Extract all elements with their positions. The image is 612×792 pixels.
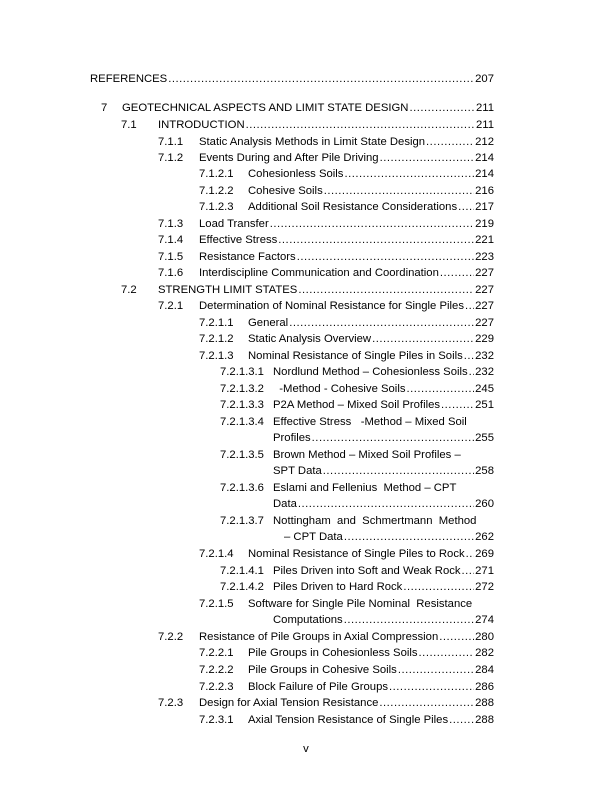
toc-entry-title: Axial Tension Resistance of Single Piles bbox=[248, 714, 449, 726]
toc-entry[interactable] bbox=[158, 266, 494, 280]
toc-entry-page: 280 bbox=[475, 631, 494, 643]
toc-entry-number: 7.2.1.3 bbox=[199, 350, 234, 362]
toc-entry-page: 217 bbox=[475, 201, 494, 213]
toc-entry[interactable] bbox=[199, 184, 494, 198]
dot-leader bbox=[270, 217, 474, 231]
dot-leader bbox=[419, 646, 475, 660]
toc-entry-number: 7.2.1.1 bbox=[199, 317, 234, 329]
toc-entry-title: -Method - Cohesive Soils bbox=[273, 383, 406, 395]
dot-leader bbox=[466, 547, 475, 561]
dot-leader bbox=[298, 283, 474, 297]
toc-entry[interactable] bbox=[158, 250, 494, 264]
toc-entry[interactable] bbox=[199, 597, 494, 611]
toc-entry-number: 7.2.1.3.7 bbox=[220, 515, 264, 527]
toc-entry-page: 271 bbox=[475, 565, 494, 577]
toc-entry-title: Software for Single Pile Nominal Resistance bbox=[248, 598, 473, 610]
toc-entry[interactable] bbox=[220, 382, 494, 396]
toc-entry-page: 274 bbox=[475, 614, 494, 626]
toc-entry[interactable] bbox=[220, 365, 494, 379]
toc-entry-title: Nominal Resistance of Single Piles in Soils bbox=[248, 350, 463, 362]
toc-entry-title: REFERENCES bbox=[90, 73, 168, 85]
dot-leader bbox=[458, 200, 474, 214]
dot-leader bbox=[323, 464, 474, 478]
toc-entry-page: 227 bbox=[475, 317, 494, 329]
toc-entry-number: 7.2.1.3.5 bbox=[220, 449, 264, 461]
toc-entry-page: 269 bbox=[475, 548, 494, 560]
dot-leader bbox=[464, 349, 474, 363]
toc-entry-number: 7.1.6 bbox=[158, 267, 184, 279]
toc-entry[interactable] bbox=[220, 564, 494, 578]
toc-entry-page: 232 bbox=[475, 366, 494, 378]
dot-leader bbox=[289, 316, 474, 330]
toc-entry-title: STRENGTH LIMIT STATES bbox=[158, 284, 298, 296]
toc-entry-page: 211 bbox=[475, 102, 494, 114]
dot-leader bbox=[409, 101, 475, 115]
toc-entry-page: 211 bbox=[475, 119, 494, 131]
toc-entry-title: Effective Stress -Method – Mixed Soil bbox=[273, 416, 467, 428]
toc-entry-page: 227 bbox=[475, 284, 494, 296]
dot-leader bbox=[380, 151, 475, 165]
toc-entry-number: 7.2.1.5 bbox=[199, 598, 234, 610]
toc-entry-page: 286 bbox=[475, 681, 494, 693]
toc-entry-page: 260 bbox=[475, 498, 494, 510]
toc-entry[interactable] bbox=[158, 630, 494, 644]
toc-entry[interactable] bbox=[220, 448, 494, 462]
toc-entry-title: Pile Groups in Cohesionless Soils bbox=[248, 647, 418, 659]
toc-entry-title-continued: – CPT Data bbox=[284, 531, 343, 543]
toc-entry[interactable] bbox=[158, 299, 494, 313]
toc-entry-page: 227 bbox=[475, 300, 494, 312]
toc-entry-title-continued: Computations bbox=[273, 614, 343, 626]
toc-entry[interactable] bbox=[220, 580, 494, 594]
dot-leader bbox=[278, 233, 474, 247]
toc-entry-title: Brown Method – Mixed Soil Profiles – bbox=[273, 449, 461, 461]
toc-entry-number: 7.2.1 bbox=[158, 300, 184, 312]
toc-entry[interactable] bbox=[158, 233, 494, 247]
toc-entry-title: Piles Driven into Soft and Weak Rock bbox=[273, 565, 461, 577]
dot-leader bbox=[440, 266, 474, 280]
toc-entry-page: 258 bbox=[475, 465, 494, 477]
toc-entry-title: Block Failure of Pile Groups bbox=[248, 681, 389, 693]
toc-entry-continuation[interactable] bbox=[220, 464, 494, 478]
toc-entry-title: Additional Soil Resistance Considerations bbox=[248, 201, 458, 213]
toc-entry-number: 7.2 bbox=[121, 284, 137, 296]
toc-entry-title: Nordlund Method – Cohesionless Soils bbox=[273, 366, 468, 378]
dot-leader bbox=[324, 184, 474, 198]
toc-entry-page: 216 bbox=[475, 185, 494, 197]
page-number-footer: v bbox=[303, 743, 309, 755]
toc-entry-title: Piles Driven to Hard Rock bbox=[273, 581, 403, 593]
toc-entry-page: 284 bbox=[475, 664, 494, 676]
dot-leader bbox=[297, 250, 474, 264]
toc-entry-title-continued: SPT Data bbox=[273, 465, 322, 477]
toc-entry[interactable] bbox=[158, 151, 494, 165]
toc-entry-number: 7.2.2.3 bbox=[199, 681, 234, 693]
dot-leader bbox=[469, 365, 474, 379]
toc-entry[interactable] bbox=[199, 200, 494, 214]
toc-entry-page: 282 bbox=[475, 647, 494, 659]
toc-entry[interactable] bbox=[158, 696, 494, 710]
toc-entry[interactable] bbox=[199, 646, 494, 660]
toc-entry-page: 223 bbox=[475, 251, 494, 263]
toc-entry[interactable] bbox=[90, 72, 494, 86]
toc-entry-page: 227 bbox=[475, 267, 494, 279]
toc-entry-page: 262 bbox=[475, 531, 494, 543]
toc-entry-title: Pile Groups in Cohesive Soils bbox=[248, 664, 397, 676]
toc-entry-number: 7.2.3.1 bbox=[199, 714, 234, 726]
toc-entry-number: 7.1.5 bbox=[158, 251, 184, 263]
toc-entry-number: 7.1.3 bbox=[158, 218, 184, 230]
toc-entry-page: 219 bbox=[475, 218, 494, 230]
toc-entry-number: 7.1.2.2 bbox=[199, 185, 234, 197]
toc-entry-title-continued: Data bbox=[273, 498, 297, 510]
toc-entry-number: 7.1.2.3 bbox=[199, 201, 234, 213]
toc-entry-title: Nottingham and Schmertmann Method bbox=[273, 515, 477, 527]
toc-entry[interactable] bbox=[199, 316, 494, 330]
toc-entry-continuation[interactable] bbox=[220, 497, 494, 511]
toc-entry-page: 272 bbox=[475, 581, 494, 593]
toc-entry-number: 7.2.1.2 bbox=[199, 333, 234, 345]
toc-entry-continuation[interactable] bbox=[220, 530, 494, 544]
toc-entry[interactable] bbox=[158, 135, 494, 149]
toc-entry[interactable] bbox=[199, 713, 494, 727]
toc-entry-page: 212 bbox=[475, 136, 494, 148]
toc-entry-number: 7.2.1.4.2 bbox=[220, 581, 264, 593]
toc-entry[interactable] bbox=[90, 101, 494, 115]
dot-leader bbox=[312, 431, 474, 445]
toc-entry[interactable] bbox=[220, 415, 494, 429]
toc-entry-continuation[interactable] bbox=[220, 431, 494, 445]
toc-entry-number: 7.2.1.4.1 bbox=[220, 565, 264, 577]
toc-entry-title: Load Transfer bbox=[199, 218, 269, 230]
toc-entry-number: 7.2.2 bbox=[158, 631, 184, 643]
toc-entry[interactable] bbox=[199, 167, 494, 181]
toc-entry[interactable] bbox=[220, 481, 494, 495]
toc-entry-title: Effective Stress bbox=[199, 234, 278, 246]
toc-entry[interactable] bbox=[158, 217, 494, 231]
toc-entry-title: Static Analysis Overview bbox=[248, 333, 372, 345]
toc-entry-number: 7.2.1.3.3 bbox=[220, 399, 264, 411]
toc-entry-page: 251 bbox=[475, 399, 494, 411]
toc-entry-number: 7.2.2.2 bbox=[199, 664, 234, 676]
toc-entry[interactable] bbox=[199, 332, 494, 346]
toc-entry-title: Eslami and Fellenius Method – CPT bbox=[273, 482, 457, 494]
dot-leader bbox=[426, 135, 474, 149]
toc-entry-number: 7.1 bbox=[121, 119, 137, 131]
toc-entry-title: Resistance of Pile Groups in Axial Compression bbox=[199, 631, 439, 643]
toc-entry[interactable] bbox=[199, 663, 494, 677]
toc-entry[interactable] bbox=[220, 514, 494, 528]
toc-entry-title: Static Analysis Methods in Limit State Design bbox=[199, 136, 426, 148]
toc-entry-title: Resistance Factors bbox=[199, 251, 296, 263]
toc-entry-number: 7.2.1.4 bbox=[199, 548, 234, 560]
dot-leader bbox=[168, 72, 474, 86]
toc-entry-title: Interdiscipline Communication and Coordination bbox=[199, 267, 439, 279]
toc-entry-title: General bbox=[248, 317, 289, 329]
toc-entry-title: INTRODUCTION bbox=[158, 119, 245, 131]
toc-entry-number: 7.2.1.3.1 bbox=[220, 366, 264, 378]
toc-entry-page: 288 bbox=[475, 714, 494, 726]
toc-entry-title: Cohesive Soils bbox=[248, 185, 323, 197]
toc-entry-number: 7.2.1.3.4 bbox=[220, 416, 264, 428]
dot-leader bbox=[389, 680, 474, 694]
toc-entry-number: 7 bbox=[101, 102, 108, 114]
toc-entry-page: 207 bbox=[475, 73, 494, 85]
toc-entry-title: P2A Method – Mixed Soil Profiles bbox=[273, 399, 441, 411]
dot-leader bbox=[344, 167, 474, 181]
toc-entry-number: 7.1.2.1 bbox=[199, 168, 234, 180]
toc-entry[interactable] bbox=[199, 547, 494, 561]
dot-leader bbox=[344, 530, 474, 544]
toc-entry-title: Cohesionless Soils bbox=[248, 168, 344, 180]
dot-leader bbox=[379, 696, 474, 710]
toc-entry-title: GEOTECHNICAL ASPECTS AND LIMIT STATE DESIGN bbox=[122, 102, 409, 114]
dot-leader bbox=[462, 564, 475, 578]
toc-entry-page: 229 bbox=[475, 333, 494, 345]
toc-entry-number: 7.2.1.3.2 bbox=[220, 383, 264, 395]
dot-leader bbox=[441, 398, 474, 412]
toc-entry-continuation[interactable] bbox=[199, 613, 494, 627]
toc-entry-number: 7.2.2.1 bbox=[199, 647, 234, 659]
dot-leader bbox=[406, 382, 474, 396]
toc-entry-number: 7.1.1 bbox=[158, 136, 184, 148]
toc-entry-title-continued: Profiles bbox=[273, 432, 311, 444]
toc-entry-page: 245 bbox=[475, 383, 494, 395]
toc-entry[interactable] bbox=[220, 398, 494, 412]
dot-leader bbox=[246, 118, 475, 132]
toc-entry-page: 214 bbox=[475, 168, 494, 180]
dot-leader bbox=[449, 713, 474, 727]
toc-entry[interactable] bbox=[199, 349, 494, 363]
toc-entry-title: Events During and After Pile Driving bbox=[199, 152, 379, 164]
toc-entry-title: Determination of Nominal Resistance for Single Piles bbox=[199, 300, 464, 312]
dot-leader bbox=[344, 613, 474, 627]
dot-leader bbox=[298, 497, 474, 511]
toc-entry-page: 232 bbox=[475, 350, 494, 362]
toc-entry-title: Nominal Resistance of Single Piles to Rock bbox=[248, 548, 465, 560]
toc-entry-number: 7.2.3 bbox=[158, 697, 184, 709]
toc-entry-title: Design for Axial Tension Resistance bbox=[199, 697, 379, 709]
toc-entry[interactable] bbox=[121, 283, 494, 297]
toc-entry[interactable] bbox=[121, 118, 494, 132]
toc-entry-number: 7.2.1.3.6 bbox=[220, 482, 264, 494]
dot-leader bbox=[465, 299, 474, 313]
dot-leader bbox=[372, 332, 474, 346]
dot-leader bbox=[398, 663, 474, 677]
toc-entry-page: 214 bbox=[475, 152, 494, 164]
toc-entry[interactable] bbox=[199, 680, 494, 694]
toc-entry-number: 7.1.2 bbox=[158, 152, 184, 164]
toc-entry-page: 221 bbox=[475, 234, 494, 246]
toc-entry-page: 288 bbox=[475, 697, 494, 709]
dot-leader bbox=[403, 580, 474, 594]
toc-entry-page: 255 bbox=[475, 432, 494, 444]
toc-entry-number: 7.1.4 bbox=[158, 234, 184, 246]
dot-leader bbox=[439, 630, 474, 644]
